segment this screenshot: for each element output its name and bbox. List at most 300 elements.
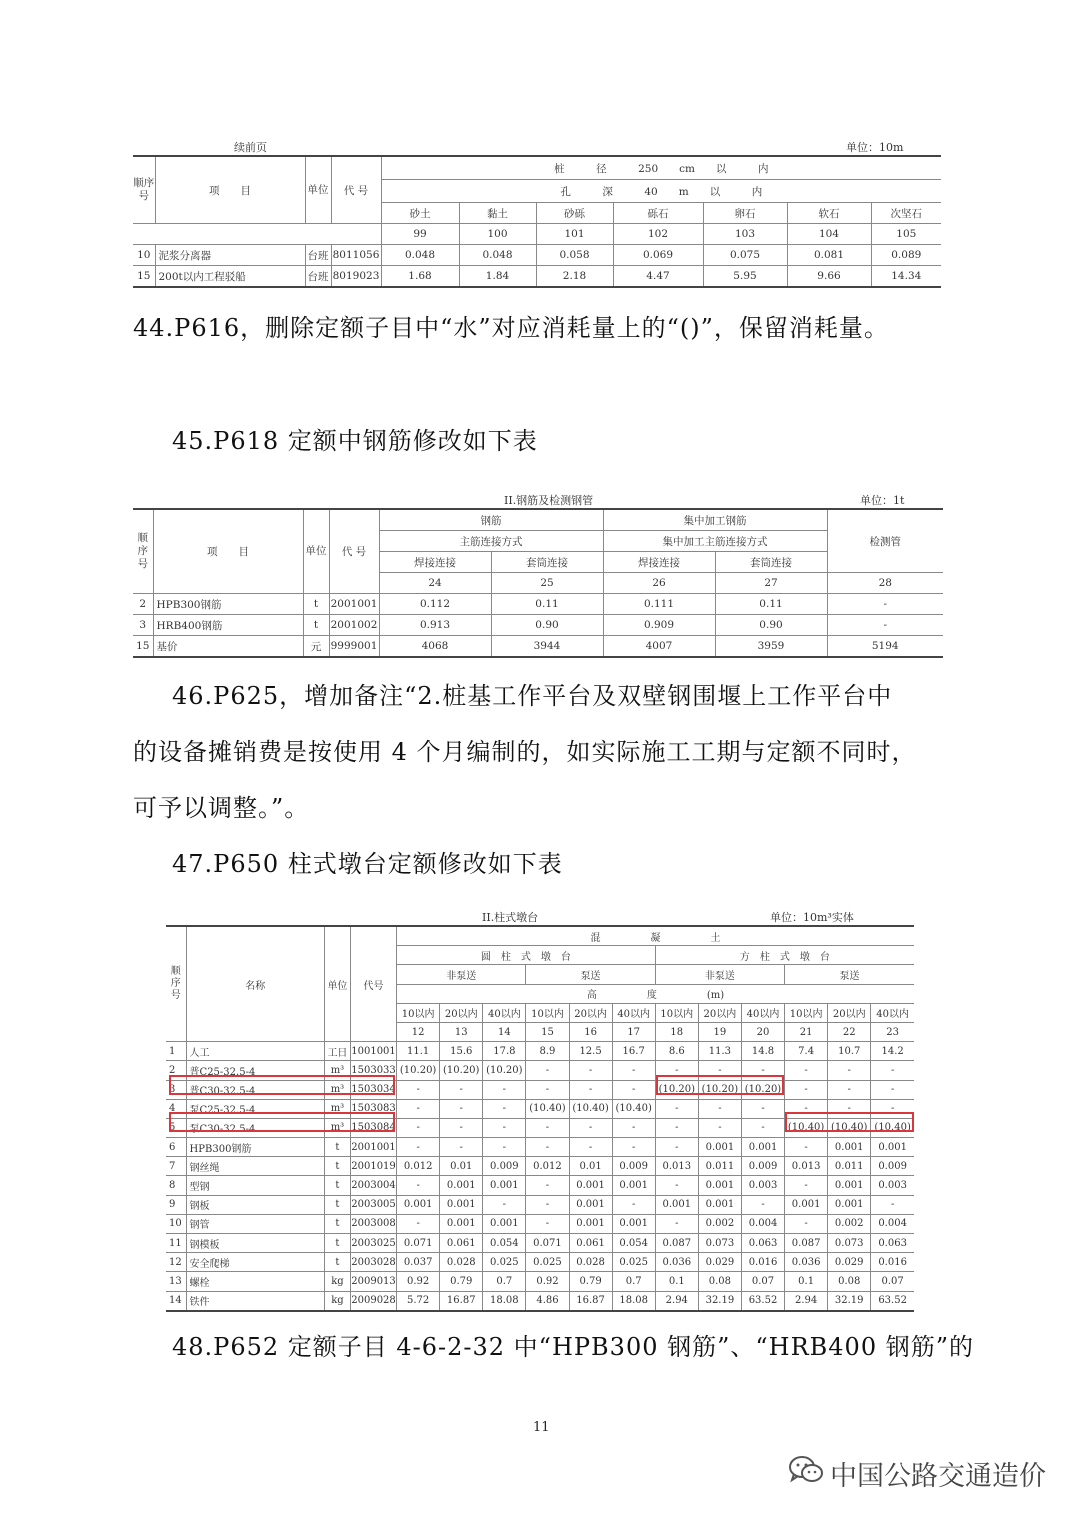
table3-col-number: 14 [483, 1022, 526, 1041]
table3-cell: 16.7 [612, 1042, 655, 1061]
table3-row-unit: t [324, 1138, 350, 1157]
table1-col-number: 100 [459, 224, 536, 245]
table2-row [133, 615, 943, 636]
table3-row [166, 1291, 914, 1311]
table1-cell: 5.95 [703, 266, 787, 288]
table1-col-header: 黏土 [459, 203, 536, 224]
table2-row-name: 基价 [153, 636, 303, 658]
table3-row-code: 2009013 [350, 1272, 396, 1291]
table3-row-name: 泵C30-32.5-4 [186, 1118, 324, 1137]
table3-cell: 0.001 [698, 1195, 741, 1214]
table3-row-unit: m³ [324, 1118, 350, 1137]
table3-cell: - [612, 1195, 655, 1214]
table3-cell: - [741, 1099, 784, 1118]
table3-cell: 0.004 [741, 1214, 784, 1233]
table3-cell: 0.073 [698, 1234, 741, 1253]
table3-cell: - [785, 1080, 828, 1099]
table3-row-code: 2003005 [350, 1195, 396, 1214]
table3-row-code: 1503084 [350, 1118, 396, 1137]
table3-cell: 0.025 [483, 1253, 526, 1272]
wechat-icon [788, 1455, 824, 1489]
table1-row-seq: 10 [133, 245, 155, 266]
table3-cell: - [741, 1061, 784, 1080]
table3-cell: 0.001 [741, 1138, 784, 1157]
table3-row-seq: 4 [166, 1099, 186, 1118]
table3-cell: - [655, 1061, 698, 1080]
table1-cell: 0.048 [381, 245, 459, 266]
table3-cell: 0.08 [828, 1272, 871, 1291]
table3-cell: (10.20) [483, 1061, 526, 1080]
table3-cell: - [526, 1138, 569, 1157]
table3-header-round: 圆 柱 式 墩 台 [397, 946, 656, 965]
table3-cell: - [440, 1138, 483, 1157]
table3-row-unit: t [324, 1214, 350, 1233]
table3-cell: - [828, 1099, 871, 1118]
table3-row-unit: t [324, 1157, 350, 1176]
table3-row [166, 1214, 914, 1233]
table3-cell: 0.001 [612, 1176, 655, 1195]
table1-header-seq: 顺序号 [133, 156, 155, 224]
table3-cell: - [612, 1138, 655, 1157]
table3-cell: 0.001 [569, 1195, 612, 1214]
table3-row-unit: t [324, 1176, 350, 1195]
table3-row-seq: 5 [166, 1118, 186, 1137]
table3-cell: - [698, 1118, 741, 1137]
table1-col-number: 102 [613, 224, 703, 245]
table3-cell: 63.52 [871, 1291, 914, 1311]
table3-cell: - [655, 1118, 698, 1137]
table3-row-name: 普C30-32.5-4 [186, 1080, 324, 1099]
table3-cell: 4.86 [526, 1291, 569, 1311]
table3-cell: 0.011 [698, 1157, 741, 1176]
table1-row-code: 8019023 [331, 266, 381, 288]
table3-cell: 0.025 [526, 1253, 569, 1272]
table3-cell: 0.001 [483, 1176, 526, 1195]
table2-cell: 3944 [491, 636, 603, 658]
table3-col-number: 13 [440, 1022, 483, 1041]
table1-col-number: 99 [381, 224, 459, 245]
table3-row-seq: 2 [166, 1061, 186, 1080]
table3-row-seq: 1 [166, 1042, 186, 1061]
table3-cell: 0.071 [526, 1234, 569, 1253]
table2-cell: 0.11 [715, 594, 827, 615]
table3-header-nonpump-2: 非泵送 [655, 965, 784, 984]
table2-header-main-conn: 主筋连接方式 [379, 531, 603, 552]
table2-cell: 0.90 [491, 615, 603, 636]
table3-cell: - [397, 1138, 440, 1157]
table3-row-seq: 12 [166, 1253, 186, 1272]
table3-cell: - [698, 1099, 741, 1118]
table2-row [133, 594, 943, 615]
table2-title: II.钢筋及检测钢管 [504, 494, 594, 507]
table3-cell: 0.087 [655, 1234, 698, 1253]
table1-col-header: 卵石 [703, 203, 787, 224]
table1-col-number: 105 [871, 224, 941, 245]
table3-cell: 0.001 [440, 1176, 483, 1195]
table3-cell: 0.036 [655, 1253, 698, 1272]
table3-cell: - [397, 1176, 440, 1195]
table3-row-name: 型钢 [186, 1176, 324, 1195]
table3-header-nonpump-1: 非泵送 [397, 965, 526, 984]
table3-cell: - [612, 1118, 655, 1137]
table3-cell: 0.08 [698, 1272, 741, 1291]
table3-cell: - [526, 1118, 569, 1137]
table2-header-test-pipe: 检测管 [827, 509, 943, 573]
table3-cell: - [828, 1061, 871, 1080]
table3-cell: 0.028 [440, 1253, 483, 1272]
table3-row-code: 2003008 [350, 1214, 396, 1233]
table3-cell: - [397, 1099, 440, 1118]
table3-cell: 0.7 [483, 1272, 526, 1291]
table3-cell: 11.1 [397, 1042, 440, 1061]
table3-cell: - [741, 1195, 784, 1214]
table3-height-label: 10以内 [785, 1003, 828, 1022]
table3-cell: - [526, 1061, 569, 1080]
table3-height-label: 20以内 [569, 1003, 612, 1022]
table3-cell: 0.001 [483, 1214, 526, 1233]
table3-cell: 0.92 [397, 1272, 440, 1291]
table3-cell: - [785, 1138, 828, 1157]
table2-row-code: 9999001 [329, 636, 379, 658]
table2-row-seq: 3 [133, 615, 153, 636]
table3-cell: - [483, 1138, 526, 1157]
table3-col-number: 12 [397, 1022, 440, 1041]
table3-cell: 15.6 [440, 1042, 483, 1061]
table3-cell: 0.001 [828, 1176, 871, 1195]
table3-cell: - [785, 1214, 828, 1233]
table2-row [133, 636, 943, 658]
table3-cell: (10.20) [698, 1080, 741, 1099]
table1-row-seq: 15 [133, 266, 155, 288]
table3-cell: 0.07 [741, 1272, 784, 1291]
table3-cell: - [526, 1195, 569, 1214]
table3-cell: 0.7 [612, 1272, 655, 1291]
highlight-row5-name [169, 1112, 395, 1132]
table1-header-item: 项 目 [155, 156, 305, 224]
table3-cell: (10.40) [526, 1099, 569, 1118]
table3-cell: 0.004 [871, 1214, 914, 1233]
table3-cell: 0.001 [828, 1195, 871, 1214]
table3-col-number: 19 [698, 1022, 741, 1041]
table2-header-unit: 单位 [303, 509, 329, 594]
table2-header-sleeve-1: 套筒连接 [491, 552, 603, 573]
table3-row-seq: 8 [166, 1176, 186, 1195]
table3-cell: 32.19 [698, 1291, 741, 1311]
table1-unit-label: 单位：10m [846, 141, 904, 154]
table3-cell: - [871, 1061, 914, 1080]
table3-cell: - [483, 1118, 526, 1137]
table2-unit-label: 单位：1t [860, 494, 905, 507]
table3-cell: 5.72 [397, 1291, 440, 1311]
table3-cell: 0.061 [440, 1234, 483, 1253]
paragraph-47: 47.P650 柱式墩台定额修改如下表 [172, 850, 563, 878]
table3-cell: 0.009 [612, 1157, 655, 1176]
table1-col-number: 104 [787, 224, 871, 245]
table3-row-unit: t [324, 1195, 350, 1214]
table1-row [133, 245, 941, 266]
table3-cell: 0.016 [871, 1253, 914, 1272]
table3-row-name: HPB300钢筋 [186, 1138, 324, 1157]
table3-cell: 0.92 [526, 1272, 569, 1291]
table3-cell: 0.011 [828, 1157, 871, 1176]
table3-row-unit: m³ [324, 1080, 350, 1099]
table2-header-central: 集中加工钢筋 [603, 509, 827, 531]
table3-cell: - [397, 1118, 440, 1137]
table1-row-unit: 台班 [305, 245, 331, 266]
table2 [133, 508, 943, 658]
table3-cell: 0.001 [871, 1138, 914, 1157]
table3-cell: 0.061 [569, 1234, 612, 1253]
table3-row-unit: m³ [324, 1099, 350, 1118]
table3-cell: 0.087 [785, 1234, 828, 1253]
table1-cell: 1.68 [381, 266, 459, 288]
table3-row-name: 泵C25-32.5-4 [186, 1099, 324, 1118]
table3-cell: 0.009 [871, 1157, 914, 1176]
table3-cell: 0.003 [871, 1176, 914, 1195]
table2-row-name: HRB400钢筋 [153, 615, 303, 636]
table1-cell: 2.18 [536, 266, 613, 288]
table1-row-name: 泥浆分离器 [155, 245, 305, 266]
table3-row [166, 1195, 914, 1214]
table1-row [133, 266, 941, 288]
table3-row-name: 螺栓 [186, 1272, 324, 1291]
table2-col-number: 26 [603, 573, 715, 594]
table2-header-item: 项 目 [153, 509, 303, 594]
table3-cell: (10.40) [871, 1118, 914, 1137]
table3-row-code: 2009028 [350, 1291, 396, 1311]
table3-cell: - [569, 1118, 612, 1137]
table3-cell: (10.20) [655, 1080, 698, 1099]
table2-col-number: 24 [379, 573, 491, 594]
table2-cell: 4068 [379, 636, 491, 658]
table3-row-unit: t [324, 1253, 350, 1272]
table3-col-number: 22 [828, 1022, 871, 1041]
table3-cell: - [785, 1099, 828, 1118]
table3-header-code: 代号 [350, 926, 396, 1042]
table1-cell: 1.84 [459, 266, 536, 288]
paragraph-45: 45.P618 定额中钢筋修改如下表 [172, 427, 538, 455]
table3-cell: (10.40) [612, 1099, 655, 1118]
table3-row-unit: kg [324, 1272, 350, 1291]
table1 [133, 155, 941, 288]
table3-col-number: 23 [871, 1022, 914, 1041]
table2-header-sleeve-2: 套筒连接 [715, 552, 827, 573]
table3-cell: 7.4 [785, 1042, 828, 1061]
table1-cell-empty [133, 224, 381, 245]
table3-row [166, 1272, 914, 1291]
table3-row-unit: t [324, 1234, 350, 1253]
table3-cell: 0.063 [741, 1234, 784, 1253]
table3-cell: 32.19 [828, 1291, 871, 1311]
table3-cell: 0.016 [741, 1253, 784, 1272]
paragraph-46-line3: 可予以调整。”。 [133, 794, 310, 822]
table3-cell: 0.029 [698, 1253, 741, 1272]
table3-cell: 0.028 [569, 1253, 612, 1272]
table3-cell: 2.94 [655, 1291, 698, 1311]
table1-col-header: 次坚石 [871, 203, 941, 224]
table3-cell: - [612, 1061, 655, 1080]
table3-row-unit: 工日 [324, 1042, 350, 1061]
table3-cell: - [828, 1080, 871, 1099]
table3-cell: 0.054 [612, 1234, 655, 1253]
table3-header-pump-2: 泵送 [785, 965, 914, 984]
table2-header-weld-2: 焊接连接 [603, 552, 715, 573]
table3-cell: (10.40) [828, 1118, 871, 1137]
table3-row-name: 钢管 [186, 1214, 324, 1233]
table2-row-seq: 15 [133, 636, 153, 658]
table3-height-label: 10以内 [526, 1003, 569, 1022]
table3-title: II.柱式墩台 [482, 911, 539, 924]
table3-cell: - [526, 1214, 569, 1233]
table1-cell: 0.075 [703, 245, 787, 266]
table1-col-header: 砂土 [381, 203, 459, 224]
table1-row-unit: 台班 [305, 266, 331, 288]
table2-header-central-conn: 集中加工主筋连接方式 [603, 531, 827, 552]
table3-header-unit: 单位 [324, 926, 350, 1042]
table1-col-number: 103 [703, 224, 787, 245]
table3-row-code: 1503083 [350, 1099, 396, 1118]
table1-cell: 9.66 [787, 266, 871, 288]
table3-cell: 0.037 [397, 1253, 440, 1272]
table2-cell: 4007 [603, 636, 715, 658]
table1-header-unit: 单位 [305, 156, 331, 224]
table3-cell: 10.7 [828, 1042, 871, 1061]
table3-cell: 0.029 [828, 1253, 871, 1272]
table3-cell: 0.063 [871, 1234, 914, 1253]
table3-cell: - [698, 1061, 741, 1080]
table3-cell: 18.08 [483, 1291, 526, 1311]
table3-row-code: 1503034 [350, 1080, 396, 1099]
table2-col-number: 27 [715, 573, 827, 594]
table2-row-name: HPB300钢筋 [153, 594, 303, 615]
table3-header-concrete: 混 凝 土 [397, 926, 914, 946]
table3-row [166, 1234, 914, 1253]
table3-cell: 0.001 [828, 1138, 871, 1157]
table3-cell: - [785, 1176, 828, 1195]
table3-cell: - [741, 1118, 784, 1137]
highlight-row5-values [785, 1112, 914, 1132]
table3-cell: 14.2 [871, 1042, 914, 1061]
table3-row-seq: 7 [166, 1157, 186, 1176]
table3-cell: 16.87 [440, 1291, 483, 1311]
table3-col-number: 20 [741, 1022, 784, 1041]
table3-cell: 14.8 [741, 1042, 784, 1061]
table2-cell: 5194 [827, 636, 943, 658]
table3-cell: 0.01 [440, 1157, 483, 1176]
table3-col-number: 16 [569, 1022, 612, 1041]
table3-cell: 17.8 [483, 1042, 526, 1061]
table2-header-code: 代 号 [329, 509, 379, 594]
table3-row-seq: 10 [166, 1214, 186, 1233]
table3-row-seq: 9 [166, 1195, 186, 1214]
table3-cell: - [785, 1061, 828, 1080]
table1-cell: 0.069 [613, 245, 703, 266]
table2-col-number: 28 [827, 573, 943, 594]
table3-row-code: 2003025 [350, 1234, 396, 1253]
table2-cell: 0.909 [603, 615, 715, 636]
table3-height-label: 40以内 [741, 1003, 784, 1022]
table3-cell: - [397, 1214, 440, 1233]
table3-cell: 16.87 [569, 1291, 612, 1311]
table3-cell: 0.07 [871, 1272, 914, 1291]
table3-cell: - [483, 1080, 526, 1099]
table3-cell: 0.036 [785, 1253, 828, 1272]
table3-cell: 0.002 [828, 1214, 871, 1233]
table3-row-name: 铁件 [186, 1291, 324, 1311]
table3-cell: 0.001 [698, 1138, 741, 1157]
footer-account-name: 中国公路交通造价 [830, 1461, 1046, 1492]
table3-cell: 0.79 [569, 1272, 612, 1291]
table3-height-label: 10以内 [397, 1003, 440, 1022]
table3-cell: - [483, 1099, 526, 1118]
table1-row-name: 200t以内工程驳船 [155, 266, 305, 288]
table3-row-code: 1001001 [350, 1042, 396, 1061]
table3-cell: - [655, 1176, 698, 1195]
table2-row-code: 2001002 [329, 615, 379, 636]
table2-row-unit: t [303, 615, 329, 636]
table2-row-unit: 元 [303, 636, 329, 658]
paragraph-48: 48.P652 定额子目 4-6-2-32 中“HPB300 钢筋”、“HRB400 钢筋”的 [172, 1333, 974, 1361]
table3-cell: 18.08 [612, 1291, 655, 1311]
table3-cell: 12.5 [569, 1042, 612, 1061]
table3-cell: 0.1 [655, 1272, 698, 1291]
highlight-row3-name [169, 1075, 395, 1095]
table3-row-code: 1503033 [350, 1061, 396, 1080]
table3-cell: 63.52 [741, 1291, 784, 1311]
table3-cell: 0.001 [397, 1195, 440, 1214]
table2-cell: 0.11 [491, 594, 603, 615]
table3-cell: 8.6 [655, 1042, 698, 1061]
table2-cell: 0.111 [603, 594, 715, 615]
table3-row-name: 人工 [186, 1042, 324, 1061]
table3-cell: 0.009 [483, 1157, 526, 1176]
table2-cell: 0.90 [715, 615, 827, 636]
table2-col-number: 25 [491, 573, 603, 594]
table3-cell: 2.94 [785, 1291, 828, 1311]
table3-row [166, 1157, 914, 1176]
table3-height-label: 40以内 [612, 1003, 655, 1022]
table3-row-name: 钢丝绳 [186, 1157, 324, 1176]
table3-cell: (10.20) [440, 1061, 483, 1080]
table3-col-number: 21 [785, 1022, 828, 1041]
table3-cell: 0.025 [612, 1253, 655, 1272]
table3-cell: - [440, 1080, 483, 1099]
table2-row-unit: t [303, 594, 329, 615]
table1-col-header: 软石 [787, 203, 871, 224]
table3-row [166, 1176, 914, 1195]
table1-col-header: 砾石 [613, 203, 703, 224]
table3-row-seq: 6 [166, 1138, 186, 1157]
table1-row-code: 8011056 [331, 245, 381, 266]
table2-row-code: 2001001 [329, 594, 379, 615]
table3-cell: 0.012 [526, 1157, 569, 1176]
table3-cell: 0.001 [569, 1214, 612, 1233]
paragraph-44: 44.P616，删除定额子目中“水”对应消耗量上的“()”，保留消耗量。 [133, 314, 889, 342]
table2-header-seq: 顺序号 [133, 509, 153, 594]
table3-row [166, 1138, 914, 1157]
table3-cell: (10.20) [397, 1061, 440, 1080]
table3-height-label: 20以内 [828, 1003, 871, 1022]
table1-cell: 0.058 [536, 245, 613, 266]
table3-row-code: 2001001 [350, 1138, 396, 1157]
table3-height-label: 10以内 [655, 1003, 698, 1022]
table3-unit-label: 单位：10m³实体 [770, 911, 854, 924]
table3-row-seq: 13 [166, 1272, 186, 1291]
table3-row-seq: 14 [166, 1291, 186, 1311]
table3-cell: 0.002 [698, 1214, 741, 1233]
table3-cell: 0.013 [785, 1157, 828, 1176]
table3-cell: - [526, 1080, 569, 1099]
